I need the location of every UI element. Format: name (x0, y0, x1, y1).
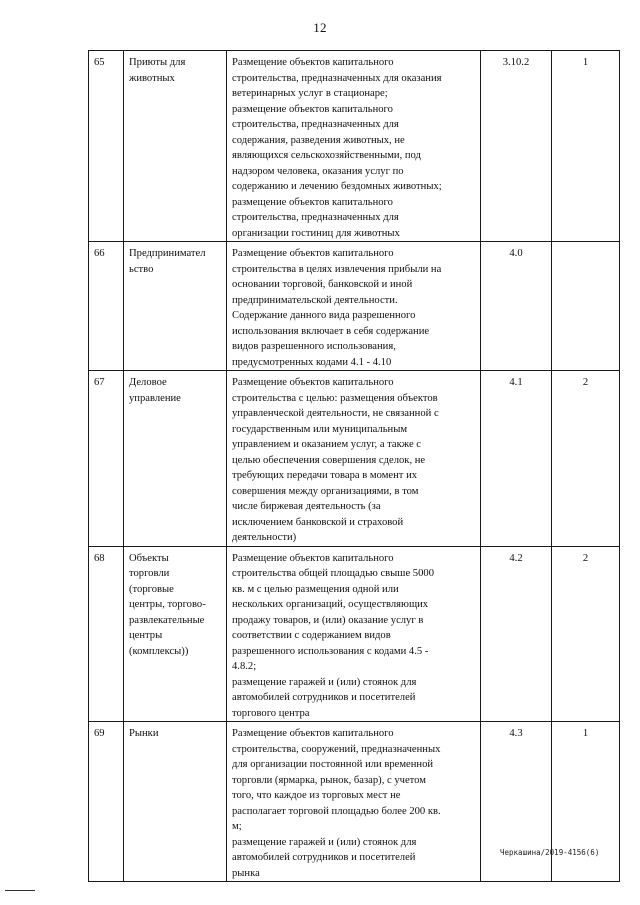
use-name-line: животных (129, 72, 175, 84)
use-description (227, 242, 481, 371)
description-line: использования включает в себя содержание (232, 325, 430, 337)
description-line: Содержание данного вида разрешенного (232, 310, 416, 321)
description-line: размещение гаражей и (или) стоянок для (232, 836, 417, 848)
description-line: содержанию и лечению бездомных животных; (232, 181, 442, 192)
classifier-code: 3.10.2 (481, 51, 552, 242)
description-line: совершения между организациями, в том (232, 485, 419, 497)
description-line: основании торговой, банковской и иной (232, 279, 413, 290)
description-line: располагает торговой площадью более 200 кв. (232, 805, 441, 817)
classifier-code: 4.0 (481, 242, 552, 371)
description-line: Размещение объектов капитального (232, 57, 394, 68)
classifier-code: 4.2 (481, 546, 552, 722)
use-name-line: управление (129, 392, 181, 404)
classifier-code: 4.1 (481, 371, 552, 547)
parameter-value (552, 242, 620, 371)
use-name-line: Деловое (129, 377, 167, 388)
description-line: строительства, сооружений, предназначенных (232, 743, 441, 755)
footer-rule (5, 890, 35, 891)
use-name-line: Рынки (129, 728, 159, 739)
description-line: являющихся сельскохозяйственными, под (232, 150, 421, 161)
footer-stamp: Черкашина/2019-4156(6) (500, 848, 600, 857)
description-line: автомобилей сотрудников и посетителей (232, 852, 416, 863)
use-name-line: ьство (129, 263, 154, 275)
table-row (89, 242, 620, 371)
description-line: соответствии с содержанием видов (232, 630, 391, 641)
description-line: строительства с целью: размещения объектов (232, 392, 438, 404)
use-description (227, 722, 481, 882)
description-line: видов разрешенного использования, (232, 341, 396, 352)
row-number: 65 (89, 51, 124, 242)
description-line: строительства, предназначенных для (232, 212, 399, 223)
row-number: 68 (89, 546, 124, 722)
description-line: управленческой деятельности, не связанной с (232, 408, 439, 419)
classifier-code: 4.3 (481, 722, 552, 882)
use-name-line: Приюты для (129, 57, 186, 68)
description-line: управлением и оказанием услуг, а также с (232, 439, 422, 450)
description-line: строительства, предназначенных для (232, 119, 399, 130)
description-line: нескольких организаций, осуществляющих (232, 599, 429, 610)
use-name-line: центры, торгово- (129, 599, 206, 610)
description-line: строительства в целях извлечения прибыли на (232, 263, 442, 275)
table-row (89, 371, 620, 547)
description-line: Размещение объектов капитального (232, 377, 394, 388)
description-line: исключением банковской и страховой (232, 516, 404, 528)
description-line: строительства, предназначенных для оказания (232, 72, 442, 84)
description-line: числе биржевая деятельность (за (232, 501, 381, 512)
description-line: надзором человека, оказания услуг по (232, 165, 404, 177)
description-line: государственным или муниципальным (232, 423, 408, 435)
description-line: размещение гаражей и (или) стоянок для (232, 676, 417, 688)
description-line: рынка (232, 867, 260, 879)
description-line: Размещение объектов капитального (232, 728, 394, 739)
description-line: содержания, разведения животных, не (232, 134, 405, 146)
description-line: продажу товаров, и (или) оказание услуг в (232, 614, 424, 626)
description-line: Размещение объектов капитального (232, 552, 394, 564)
use-name (124, 242, 227, 371)
parameter-value: 1 (552, 722, 620, 882)
row-number: 67 (89, 371, 124, 547)
use-name (124, 546, 227, 722)
description-line: разрешенного использования с кодами 4.5 - (232, 645, 429, 657)
use-name-line: (комплексы)) (129, 645, 189, 657)
table-row (89, 51, 620, 242)
description-line: размещение объектов капитального (232, 103, 393, 115)
use-description (227, 371, 481, 547)
description-line: м; (232, 821, 242, 832)
description-line: кв. м с целью размещения одной или (232, 583, 399, 595)
description-line: предусмотренных кодами 4.1 - 4.10 (232, 356, 392, 368)
description-line: 4.8.2; (232, 661, 257, 672)
use-name-line: развлекательные (129, 614, 205, 626)
description-line: деятельности) (232, 532, 297, 543)
table-row (89, 546, 620, 722)
use-name-line: Предпринимател (129, 248, 206, 259)
description-line: ветеринарных услуг в стационаре; (232, 88, 388, 99)
description-line: для организации постоянной или временной (232, 759, 434, 770)
page-number: 12 (313, 20, 327, 35)
use-description (227, 546, 481, 722)
use-name-line: центры (129, 630, 163, 641)
description-line: автомобилей сотрудников и посетителей (232, 692, 416, 703)
land-use-table (88, 50, 620, 882)
description-line: предпринимательской деятельности. (232, 294, 398, 306)
parameter-value: 1 (552, 51, 620, 242)
description-line: того, что каждое из торговых мест не (232, 790, 401, 801)
use-name-line: торговли (129, 568, 170, 579)
description-line: целью обеспечения совершения сделок, не (232, 454, 426, 466)
description-line: строительства общей площадью свыше 5000 (232, 568, 434, 579)
table-row (89, 722, 620, 882)
use-name-line: (торговые (129, 583, 174, 595)
description-line: размещение объектов капитального (232, 196, 393, 208)
row-number: 66 (89, 242, 124, 371)
use-name (124, 722, 227, 882)
use-name-line: Объекты (129, 552, 169, 564)
use-name (124, 51, 227, 242)
use-description (227, 51, 481, 242)
use-name (124, 371, 227, 547)
description-line: торгового центра (232, 707, 310, 719)
description-line: требующих передачи товара в момент их (232, 470, 418, 481)
row-number: 69 (89, 722, 124, 882)
parameter-value: 2 (552, 546, 620, 722)
description-line: организации гостиниц для животных (232, 227, 400, 239)
table-body (89, 51, 620, 882)
description-line: Размещение объектов капитального (232, 248, 394, 259)
parameter-value: 2 (552, 371, 620, 547)
description-line: торговли (ярмарка, рынок, базар), с учетом (232, 774, 426, 786)
